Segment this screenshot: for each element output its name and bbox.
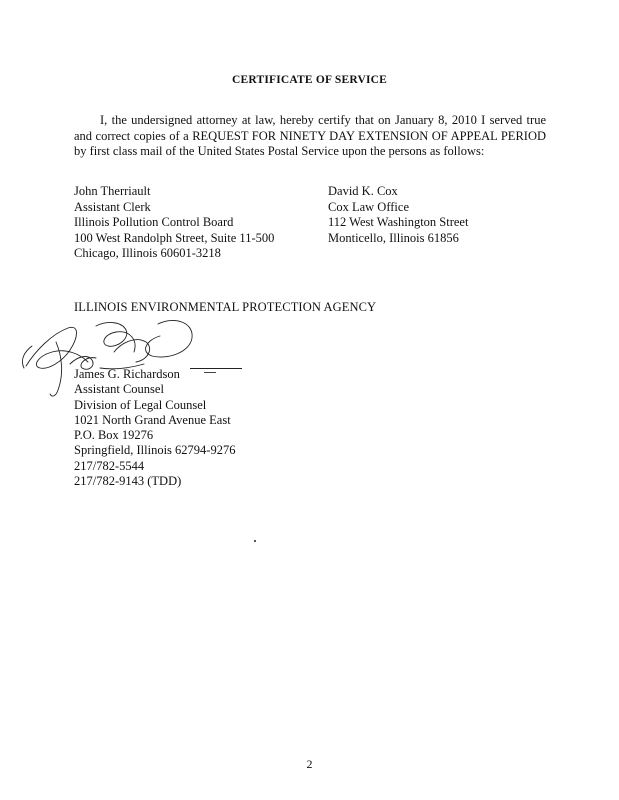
signer-tdd: 217/782-9143 (TDD) (74, 474, 182, 489)
recipient-title: Assistant Clerk (74, 199, 151, 214)
signer-phone: 217/782-5544 (74, 458, 145, 473)
signer-name: James G. Richardson (74, 367, 180, 381)
signer-division: Division of Legal Counsel (74, 397, 207, 412)
signer-po-box: P.O. Box 19276 (74, 428, 154, 443)
recipient-organization: Cox Law Office (328, 199, 409, 214)
recipient-organization: Illinois Pollution Control Board (74, 215, 234, 229)
document-title: CERTIFICATE OF SERVICE (231, 74, 388, 86)
recipient-city: Chicago, Illinois 60601-3218 (74, 246, 221, 260)
recipient-street: 112 West Washington Street (328, 215, 469, 229)
agency-name: ILLINOIS ENVIRONMENTAL PROTECTION AGENCY (74, 300, 377, 314)
page-number: 2 (306, 757, 313, 771)
signer-street: 1021 North Grand Avenue East (74, 412, 231, 427)
signer-block (74, 367, 235, 489)
recipient-city: Monticello, Illinois 61856 (328, 230, 459, 245)
signer-city: Springfield, Illinois 62794-9276 (74, 443, 236, 458)
stray-mark (254, 540, 256, 542)
recipient-street: 100 West Randolph Street, Suite 11-500 (74, 230, 275, 245)
certification-paragraph: I, the undersigned attorney at law, hereby certify that on January 8, 2010 I served true and correct copies of a REQUEST FOR NINETY DAY EXTENSION OF APPEAL PERIOD by first class mail of the United States Postal Service upon the persons as follows: (74, 113, 546, 158)
recipient-address-board (74, 184, 274, 262)
recipient-name: David K. Cox (328, 184, 398, 198)
signer-title: Assistant Counsel (74, 382, 164, 397)
recipient-name: John Therriault (74, 184, 151, 198)
recipient-address-cox (328, 184, 468, 246)
